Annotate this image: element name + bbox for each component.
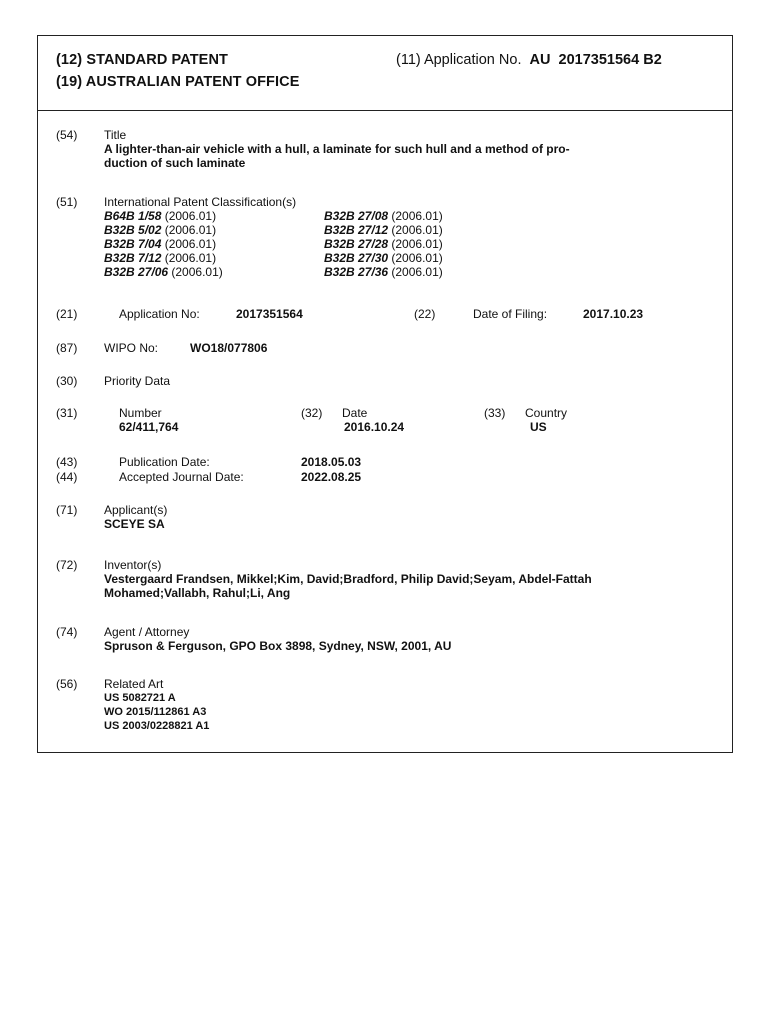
- agent-code: (74): [56, 625, 78, 639]
- wipo-value: WO18/077806: [190, 341, 268, 355]
- related-item: WO 2015/112861 A3: [104, 706, 207, 718]
- priority-country-label: Country: [525, 406, 568, 420]
- related-code: (56): [56, 677, 78, 691]
- title-code: (54): [56, 128, 78, 142]
- accepted-code: (44): [56, 470, 78, 484]
- applicant-code: (71): [56, 503, 78, 517]
- priority-country-code: (33): [484, 406, 506, 420]
- filing-code: (22): [414, 307, 436, 321]
- wipo-label: WIPO No:: [104, 341, 159, 355]
- publication-label: Publication Date:: [119, 455, 210, 469]
- ipc-class: B32B 5/02: [104, 223, 162, 237]
- ipc-class: B32B 27/06: [104, 265, 169, 279]
- ipc-label: International Patent Classification(s): [104, 195, 297, 209]
- ipc-left-list: B64B 1/58 (2006.01) B32B 5/02 (2006.01) B32B 7/04 (2006.01) B32B 7/12 (2006.01) B32B 27/06 (2006.01): [104, 209, 223, 279]
- related-label: Related Art: [104, 677, 164, 691]
- ipc-class: B64B 1/58: [104, 209, 162, 223]
- inventors-label: Inventor(s): [104, 558, 162, 572]
- ipc-class: B32B 7/04: [104, 237, 162, 251]
- application-code: (21): [56, 307, 78, 321]
- ipc-class: B32B 27/08: [324, 209, 389, 223]
- wipo-code: (87): [56, 341, 78, 355]
- application-label: Application No:: [119, 307, 200, 321]
- agent-label: Agent / Attorney: [104, 625, 190, 639]
- patent-frame: [37, 35, 733, 753]
- title-line-2: duction of such laminate: [104, 156, 246, 170]
- applicant-label: Applicant(s): [104, 503, 168, 517]
- related-list: [104, 691, 209, 733]
- agent-value: Spruson & Ferguson, GPO Box 3898, Sydney, NSW, 2001, AU: [104, 639, 452, 653]
- priority-date-value: 2016.10.24: [344, 420, 405, 434]
- patent-office-line: (19) AUSTRALIAN PATENT OFFICE: [56, 74, 300, 90]
- applicant-value: SCEYE SA: [104, 517, 165, 531]
- application-number-header: (11) Application No. AU 2017351564 B2: [396, 52, 662, 68]
- inventors-code: (72): [56, 558, 78, 572]
- title-label: Title: [104, 128, 127, 142]
- ipc-class: B32B 27/12: [324, 223, 389, 237]
- application-value: 2017351564: [236, 307, 303, 321]
- inventors-line-1: Vestergaard Frandsen, Mikkel;Kim, David;Bradford, Philip David;Seyam, Abdel-Fattah: [104, 572, 592, 586]
- ipc-class: B32B 27/28: [324, 237, 389, 251]
- filing-label: Date of Filing:: [473, 307, 548, 321]
- accepted-value: 2022.08.25: [301, 470, 362, 484]
- ipc-class: B32B 27/36: [324, 265, 389, 279]
- priority-row-code: (31): [56, 406, 78, 420]
- inventors-line-2: Mohamed;Vallabh, Rahul;Li, Ang: [104, 586, 291, 600]
- ipc-class: B32B 27/30: [324, 251, 389, 265]
- header: [38, 36, 732, 111]
- priority-number-value: 62/411,764: [119, 420, 179, 434]
- priority-number-label: Number: [119, 406, 162, 420]
- priority-code: (30): [56, 374, 78, 388]
- ipc-class: B32B 7/12: [104, 251, 162, 265]
- ipc-right-list: B32B 27/08 (2006.01) B32B 27/12 (2006.01) B32B 27/28 (2006.01) B32B 27/30 (2006.01) B32B 27/36 (2006.01): [324, 209, 443, 279]
- related-item: US 5082721 A: [104, 692, 176, 704]
- priority-country-value: US: [530, 420, 547, 434]
- priority-date-code: (32): [301, 406, 323, 420]
- filing-value: 2017.10.23: [583, 307, 644, 321]
- ipc-code: (51): [56, 195, 78, 209]
- accepted-label: Accepted Journal Date:: [119, 470, 244, 484]
- priority-label: Priority Data: [104, 374, 171, 388]
- title-line-1: A lighter-than-air vehicle with a hull, a laminate for such hull and a method of pro-: [104, 142, 570, 156]
- priority-date-label: Date: [342, 406, 368, 420]
- publication-code: (43): [56, 455, 78, 469]
- related-item: US 2003/0228821 A1: [104, 720, 210, 732]
- standard-patent-line: (12) STANDARD PATENT: [56, 52, 228, 68]
- publication-value: 2018.05.03: [301, 455, 362, 469]
